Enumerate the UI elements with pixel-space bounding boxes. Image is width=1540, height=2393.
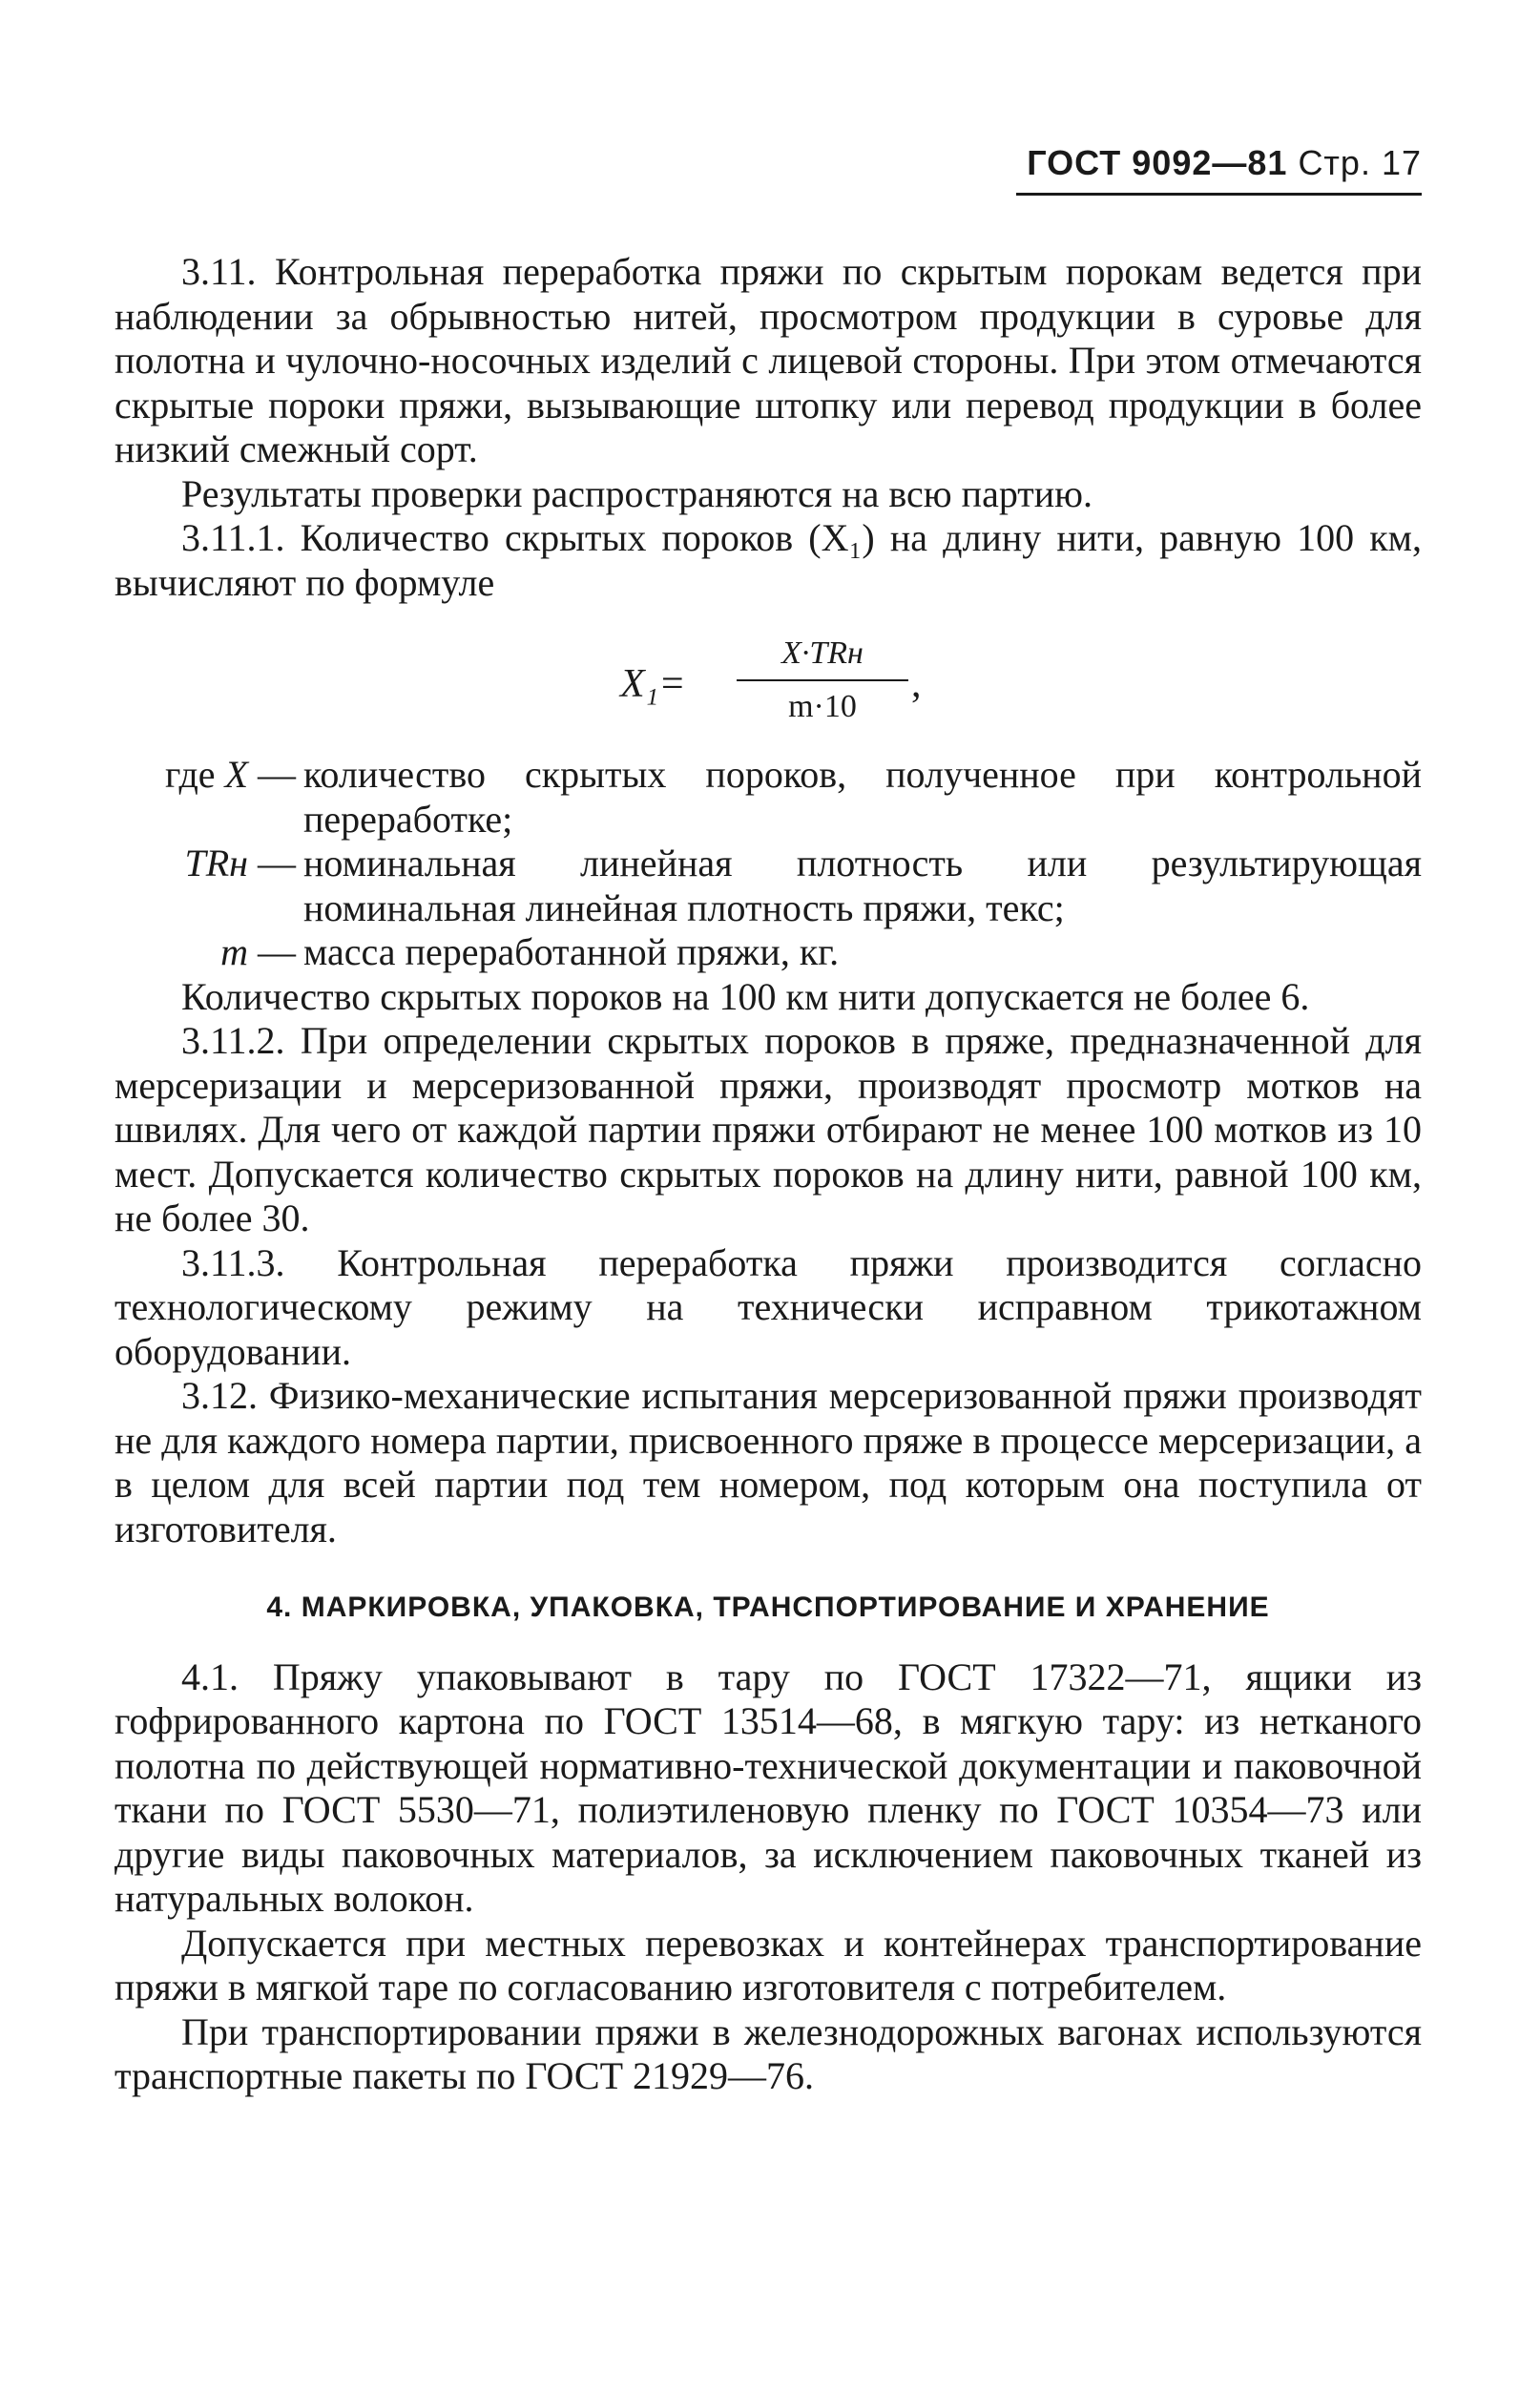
definition-symbol: m <box>220 930 248 973</box>
definition-text: масса переработанной пряжи, кг. <box>303 930 840 973</box>
page-number: Стр. 17 <box>1298 143 1422 182</box>
definition-row: m — масса переработанной пряжи, кг. <box>114 930 1422 975</box>
paragraph-3-11: 3.11. Контрольная переработка пряжи по скрытым порокам ведется при наблюдении за обрывностью нитей, просмотром продукции в суровье для полотна и чулочно-носочных изделий с лицевой стороны. При этом отмечаются скрытые пороки пряжи, вызывающие штопку или перевод продукции в более низкий смежный сорт. <box>114 250 1422 470</box>
definition-row: где X — количество скрытых пороков, полученное при контрольной переработке; <box>165 753 1422 841</box>
formula-denominator: m·10 <box>788 689 857 724</box>
paragraph-3-11-3: 3.11.3. Контрольная переработка пряжи производится согласно технологическому режиму на технически исправном трикотажном оборудовании. <box>114 1240 1422 1373</box>
paragraph-3-11-2: 3.11.2. При определении скрытых пороков в пряже, предназначенной для мерсеризации и мерсеризованной пряжи, производят просмотр мотков на швилях. Для чего от каждой партии пряжи отбирают не менее 100 мотков из 10 мест. Допускается количество скрытых пороков на длину нити, равной 100 км, не более 30. <box>114 1019 1422 1239</box>
paragraph-local-transport: Допускается при местных перевозках и контейнерах транспортирование пряжи в мягкой таре по согласованию изготовителя с потребителем. <box>114 1921 1422 2008</box>
standard-number: ГОСТ 9092—81 <box>1027 143 1288 182</box>
paragraph-rail-transport: При транспортировании пряжи в железнодорожных вагонах используются транспортные пакеты по ГОСТ 21929—76. <box>114 2009 1422 2097</box>
document-page <box>114 0 1422 2393</box>
definition-lead: где <box>165 753 225 796</box>
paragraph-3-11-1: 3.11.1. Количество скрытых пороков (X₁) на длину нити, равную 100 км, вычисляют по формуле <box>114 516 1422 604</box>
definitions-list <box>114 753 1422 975</box>
paragraph-allowed: Количество скрытых пороков на 100 км нити допускается не более 6. <box>181 974 1310 1018</box>
formula-fraction <box>737 632 908 729</box>
header-rule <box>1016 193 1422 196</box>
paragraph-results: Результаты проверки распространяются на всю партию. <box>181 471 1093 515</box>
definition-text: номинальная линейная плотность или результирующая номинальная линейная плотность пряжи, текс; <box>303 842 1422 929</box>
section-heading: 4. МАРКИРОВКА, УПАКОВКА, ТРАНСПОРТИРОВАНИЕ И ХРАНЕНИЕ <box>266 1592 1270 1623</box>
definition-symbol: X <box>224 753 248 796</box>
page-header <box>1027 143 1422 183</box>
formula <box>114 605 1422 753</box>
paragraph-3-12: 3.12. Физико-механические испытания мерсеризованной пряжи производят не для каждого номера партии, присвоенного пряже в процессе мерсеризации, а в целом для всей партии под тем номером, под которым она поступила от изготовителя. <box>114 1374 1422 1550</box>
definition-row: TRн — номинальная линейная плотность или результирующая номинальная линейная плотность пряжи, текс; <box>184 842 1422 929</box>
formula-trailing: , <box>911 662 922 706</box>
formula-lhs: X₁= <box>620 662 686 706</box>
formula-numerator: X·TRн <box>737 632 908 681</box>
document-body <box>114 250 1422 2099</box>
definition-symbol: TRн <box>184 842 248 884</box>
paragraph-4-1: 4.1. Пряжу упаковывают в тару по ГОСТ 17322—71, ящики из гофрированного картона по ГОСТ 13514—68, в мягкую тару: из нетканого полотна по действующей нормативно-технической документации и паковочной ткани по ГОСТ 5530—71, полиэтиленовую пленку по ГОСТ 10354—73 или другие виды паковочных материалов, за исключением паковочных тканей из натуральных волокон. <box>114 1654 1422 1920</box>
definition-text: количество скрытых пороков, полученное при контрольной переработке; <box>303 753 1422 841</box>
